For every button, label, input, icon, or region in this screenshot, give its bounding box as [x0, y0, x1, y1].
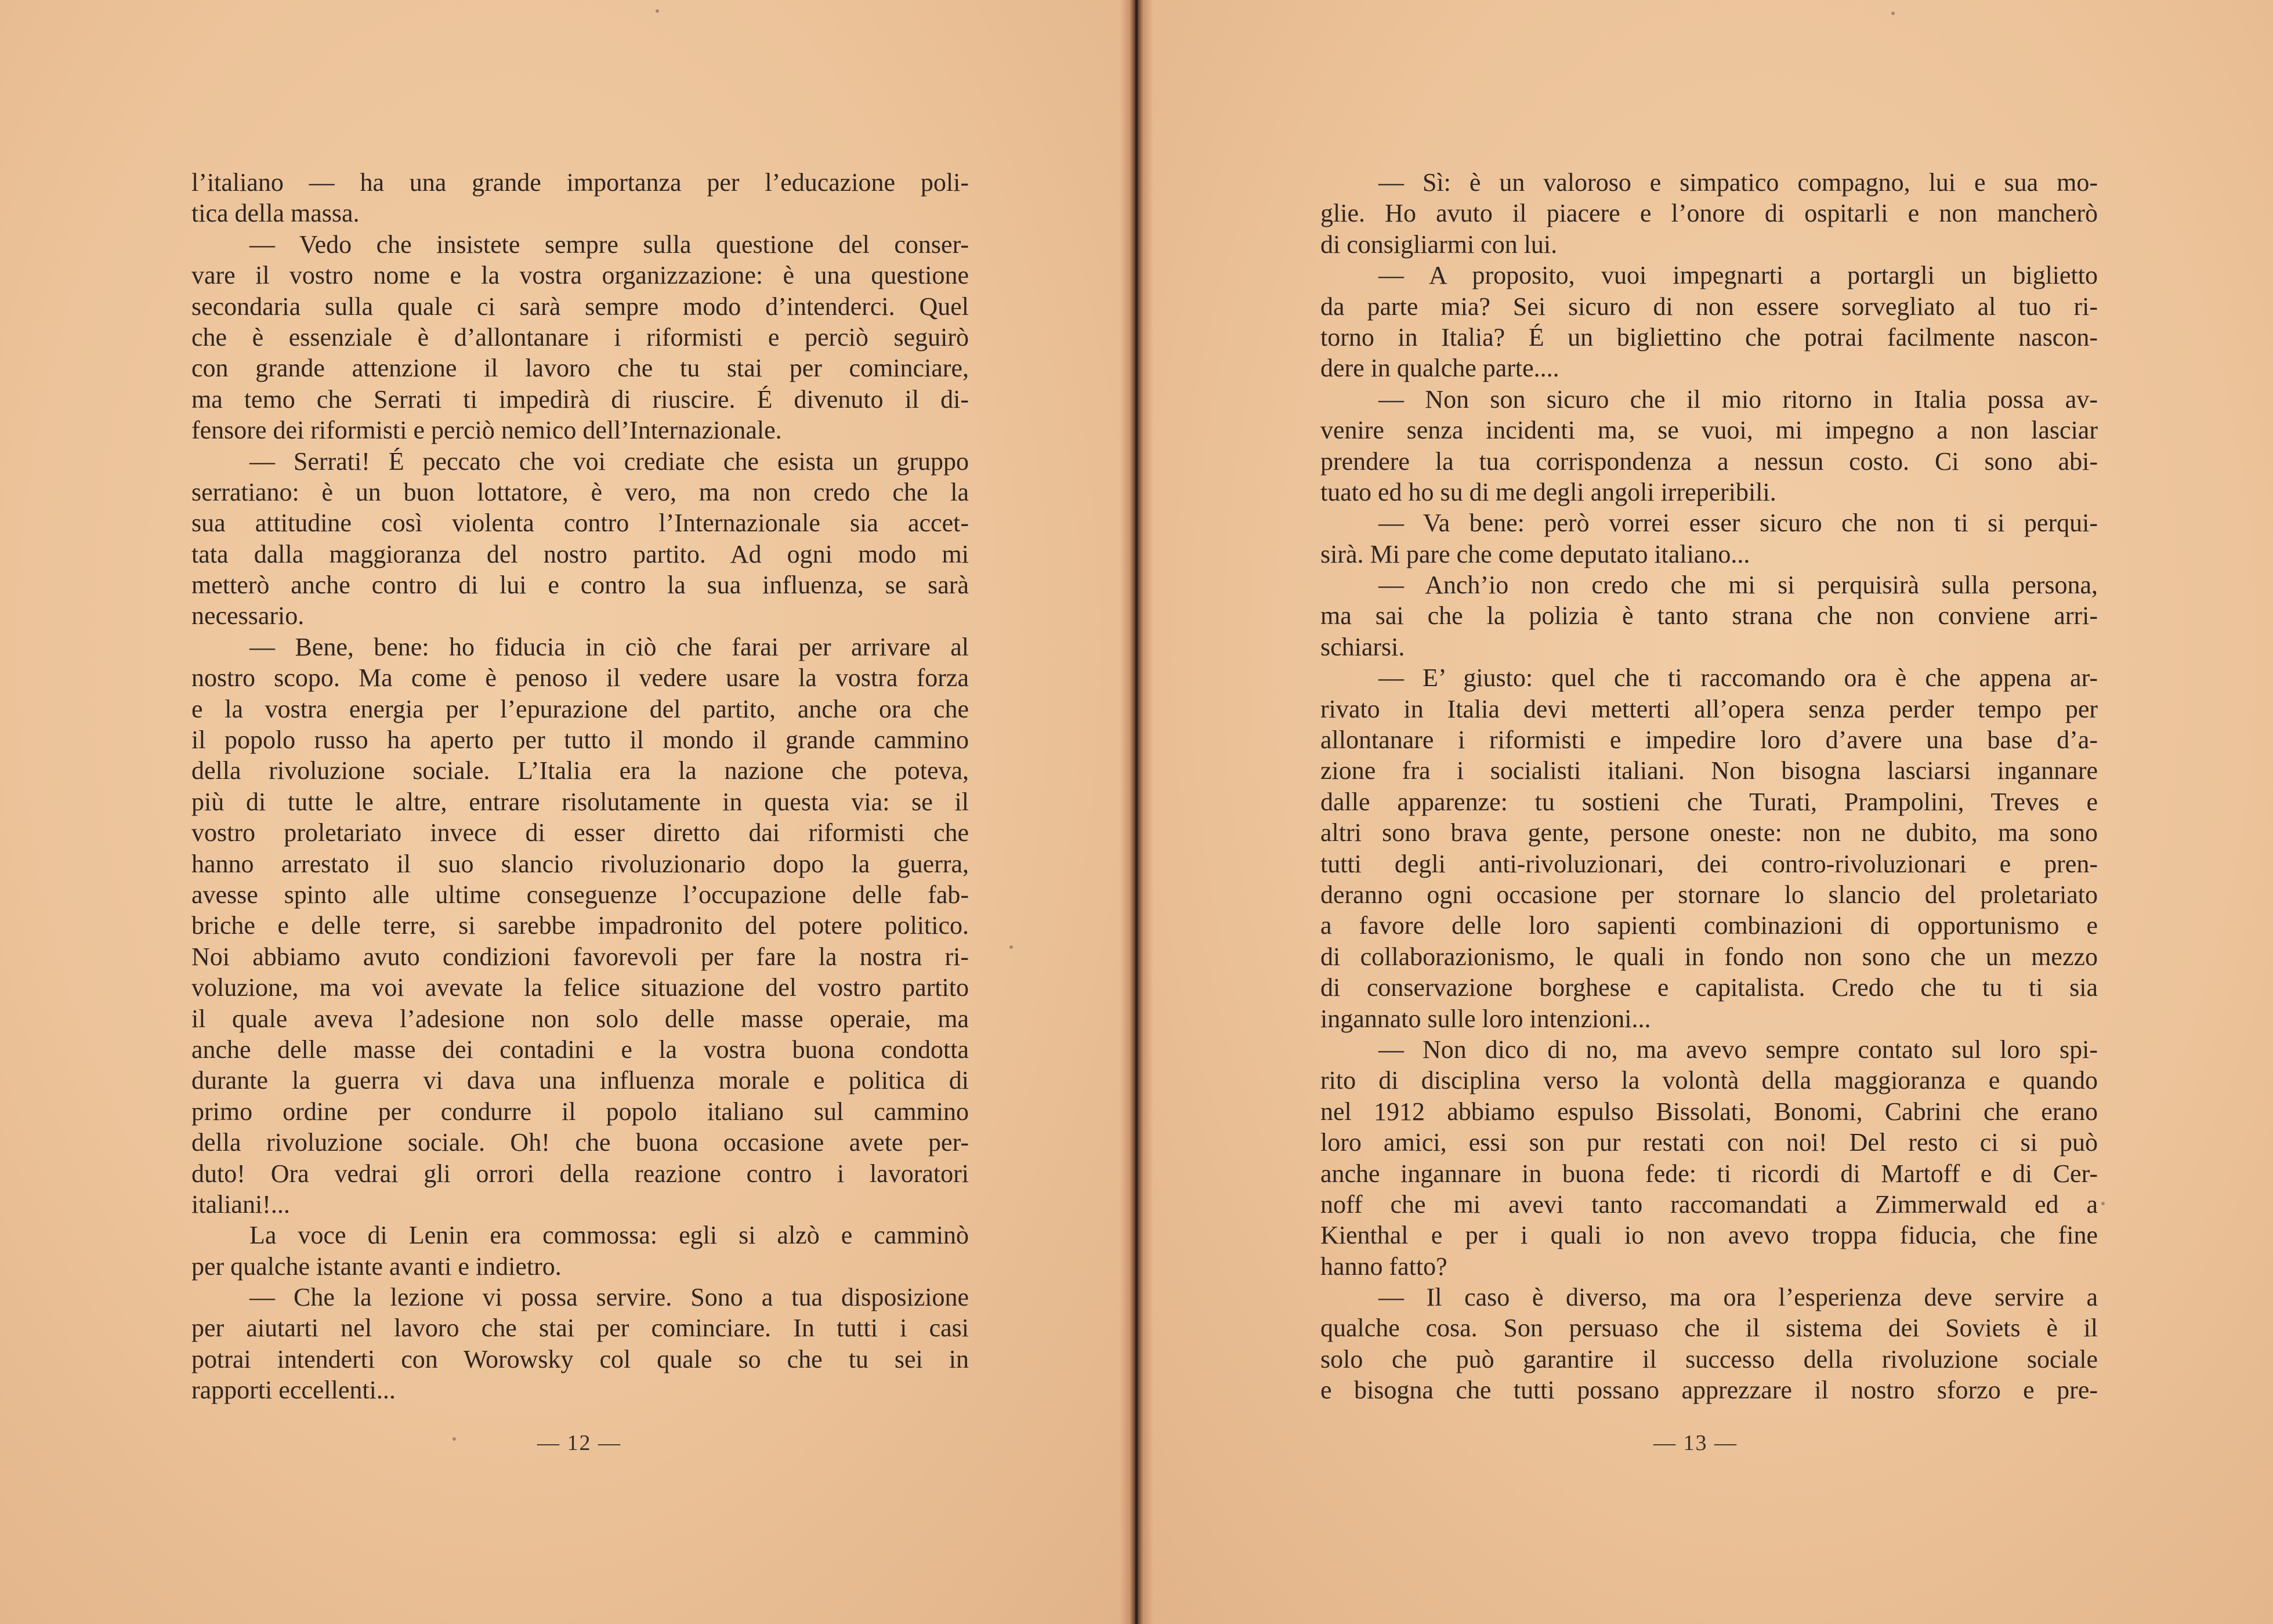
text-line: per aiutarti nel lavoro che stai per cominciare. In tutti i casi	[191, 1314, 969, 1343]
text-line: — Serrati! É peccato che voi crediate che esista un gruppo	[249, 447, 969, 476]
text-line: necessario.	[191, 601, 305, 630]
text-line: anche delle masse dei contadini e la vostra buona condotta	[191, 1035, 969, 1064]
text-line: secondaria sulla quale ci sarà sempre modo d’intenderci. Quel	[191, 292, 969, 321]
text-line: rito di disciplina verso la volontà della maggioranza e quando	[1320, 1066, 2098, 1095]
text-line: ma sai che la polizia è tanto strana che non conviene arri-	[1320, 601, 2098, 630]
text-line: vare il vostro nome e la vostra organizzazione: è una questione	[191, 261, 969, 290]
paper-speck	[2101, 1202, 2105, 1205]
text-line: dere in qualche parte....	[1320, 354, 1559, 383]
text-line: Noi abbiamo avuto condizioni favorevoli per fare la nostra ri-	[191, 942, 969, 971]
left-page	[0, 0, 1130, 1624]
text-line: a favore delle loro sapienti combinazioni di opportunismo e	[1320, 911, 2098, 940]
paper-speck	[1009, 945, 1013, 949]
text-line: dalle apparenze: tu sostieni che Turati, Prampolini, Treves e	[1320, 787, 2098, 816]
text-line: — Va bene: però vorrei esser sicuro che non ti si perqui-	[1378, 509, 2098, 538]
text-line: sua attitudine così violenta contro l’Internazionale sia accet-	[191, 509, 969, 538]
text-line: La voce di Lenin era commossa: egli si alzò e camminò	[249, 1221, 969, 1250]
text-line: primo ordine per condurre il popolo italiano sul cammino	[191, 1097, 969, 1126]
text-line: nostro scopo. Ma come è penoso il vedere usare la vostra forza	[191, 664, 969, 693]
text-line: e la vostra energia per l’epurazione del partito, anche ora che	[191, 694, 969, 723]
text-line: per qualche istante avanti e indietro.	[191, 1252, 562, 1281]
text-line: di collaborazionismo, le quali in fondo non sono che un mezzo	[1320, 942, 2098, 971]
text-line: e bisogna che tutti possano apprezzare il nostro sforzo e pre-	[1320, 1376, 2098, 1405]
text-line: — Che la lezione vi possa servire. Sono a tua disposizione	[249, 1283, 969, 1312]
text-line: noff che mi avevi tanto raccomandati a Zimmerwald ed a	[1320, 1190, 2098, 1219]
text-line: da parte mia? Sei sicuro di non essere sorvegliato al tuo ri-	[1320, 292, 2098, 321]
text-line: di consigliarmi con lui.	[1320, 230, 1558, 259]
text-line: altri sono brava gente, persone oneste: non ne dubito, ma sono	[1320, 818, 2098, 847]
text-line: zione fra i socialisti italiani. Non bisogna lasciarsi ingannare	[1320, 756, 2098, 785]
text-line: tutti degli anti-rivoluzionari, dei contro-rivoluzionari e pren-	[1320, 849, 2098, 878]
text-line: — Sì: è un valoroso e simpatico compagno, lui e sua mo-	[1378, 168, 2098, 197]
text-line: allontanare i riformisti e impedire loro d’avere una base d’a-	[1320, 726, 2098, 755]
right-page-text	[1320, 167, 2098, 1406]
text-line: — A proposito, vuoi impegnarti a portargli un biglietto	[1378, 261, 2098, 290]
text-line: duto! Ora vedrai gli orrori della reazione contro i lavoratori	[191, 1159, 969, 1188]
left-page-number: — 12 —	[537, 1431, 621, 1455]
text-line: venire senza incidenti ma, se vuoi, mi impegno a non lasciar	[1320, 416, 2098, 445]
text-line: ingannato sulle loro intenzioni...	[1320, 1004, 1651, 1033]
text-line: anche ingannare in buona fede: ti ricordi di Martoff e di Cer-	[1320, 1159, 2098, 1188]
text-line: rivato in Italia devi metterti all’opera senza perder tempo per	[1320, 694, 2098, 723]
text-line: tata dalla maggioranza del nostro partito. Ad ogni modo mi	[191, 539, 969, 568]
text-line: — Non son sicuro che il mio ritorno in Italia possa av-	[1378, 385, 2098, 414]
text-line: ma temo che Serrati ti impedirà di riuscire. É divenuto il di-	[191, 385, 969, 414]
right-page-number: — 13 —	[1653, 1431, 1738, 1455]
text-line: l’italiano — ha una grande importanza per l’educazione poli-	[191, 168, 969, 197]
text-line: — E’ giusto: quel che ti raccomando ora è che appena ar-	[1378, 664, 2098, 693]
left-page-text	[191, 167, 969, 1406]
text-line: solo che può garantire il successo della rivoluzione sociale	[1320, 1344, 2098, 1373]
text-line: prendere la tua corrispondenza a nessun costo. Ci sono abi-	[1320, 447, 2098, 476]
text-line: tuato ed ho su di me degli angoli irreperibili.	[1320, 477, 1776, 506]
text-line: loro amici, essi son pur restati con noi! Del resto ci si può	[1320, 1128, 2098, 1157]
text-line: schiarsi.	[1320, 632, 1405, 661]
text-line: della rivoluzione sociale. Oh! che buona occasione avete per-	[191, 1128, 969, 1157]
text-line: fensore dei riformisti e perciò nemico dell’Internazionale.	[191, 416, 782, 445]
text-line: di conservazione borghese e capitalista. Credo che tu ti sia	[1320, 973, 2098, 1002]
text-line: Kienthal e per i quali io non avevo troppa fiducia, che fine	[1320, 1221, 2098, 1250]
text-line: italiani!...	[191, 1190, 290, 1219]
text-line: con grande attenzione il lavoro che tu stai per cominciare,	[191, 354, 969, 383]
text-line: durante la guerra vi dava una influenza morale e politica di	[191, 1066, 969, 1095]
paper-speck	[1891, 12, 1895, 15]
text-line: voluzione, ma voi avevate la felice situazione del vostro partito	[191, 973, 969, 1002]
text-line: serratiano: è un buon lottatore, è vero, ma non credo che la	[191, 477, 969, 506]
text-line: vostro proletariato invece di esser diretto dai riformisti che	[191, 818, 969, 847]
text-line: tica della massa.	[191, 199, 360, 228]
text-line: qualche cosa. Son persuaso che il sistema dei Soviets è il	[1320, 1314, 2098, 1343]
text-line: il quale aveva l’adesione non solo delle masse operaie, ma	[191, 1004, 969, 1033]
text-line: — Bene, bene: ho fiducia in ciò che farai per arrivare al	[249, 632, 969, 661]
text-line: potrai intenderti con Worowsky col quale so che tu sei in	[191, 1344, 969, 1373]
text-line: della rivoluzione sociale. L’Italia era la nazione che poteva,	[191, 756, 969, 785]
text-line: — Il caso è diverso, ma ora l’esperienza deve servire a	[1378, 1283, 2098, 1312]
text-line: avesse spinto alle ultime conseguenze l’occupazione delle fab-	[191, 880, 969, 909]
text-line: metterò anche contro di lui e contro la sua influenza, se sarà	[191, 571, 969, 600]
paper-speck	[453, 1437, 456, 1441]
text-line: deranno ogni occasione per stornare lo slancio del proletariato	[1320, 880, 2098, 909]
text-line: briche e delle terre, si sarebbe impadronito del potere politico.	[191, 911, 969, 940]
text-line: che è essenziale è d’allontanare i riformisti e perciò seguirò	[191, 322, 969, 351]
right-page	[1143, 0, 2273, 1624]
text-line: — Anch’io non credo che mi si perquisirà sulla persona,	[1378, 571, 2098, 600]
text-line: rapporti eccellenti...	[191, 1376, 396, 1405]
paper-speck	[656, 9, 659, 13]
text-line: glie. Ho avuto il piacere e l’onore di ospitarli e non mancherò	[1320, 199, 2098, 228]
text-line: — Non dico di no, ma avevo sempre contato sul loro spi-	[1378, 1035, 2098, 1064]
text-line: nel 1912 abbiamo espulso Bissolati, Bonomi, Cabrini che erano	[1320, 1097, 2098, 1126]
text-line: — Vedo che insistete sempre sulla questione del conser-	[249, 230, 969, 259]
text-line: il popolo russo ha aperto per tutto il mondo il grande cammino	[191, 726, 969, 755]
text-line: hanno arrestato il suo slancio rivoluzionario dopo la guerra,	[191, 849, 969, 878]
text-line: sirà. Mi pare che come deputato italiano...	[1320, 539, 1750, 568]
text-line: hanno fatto?	[1320, 1252, 1447, 1281]
text-line: torno in Italia? É un bigliettino che potrai facilmente nascon-	[1320, 322, 2098, 351]
text-line: più di tutte le altre, entrare risolutamente in questa via: se il	[191, 787, 969, 816]
book-spine-line	[1135, 0, 1138, 1624]
